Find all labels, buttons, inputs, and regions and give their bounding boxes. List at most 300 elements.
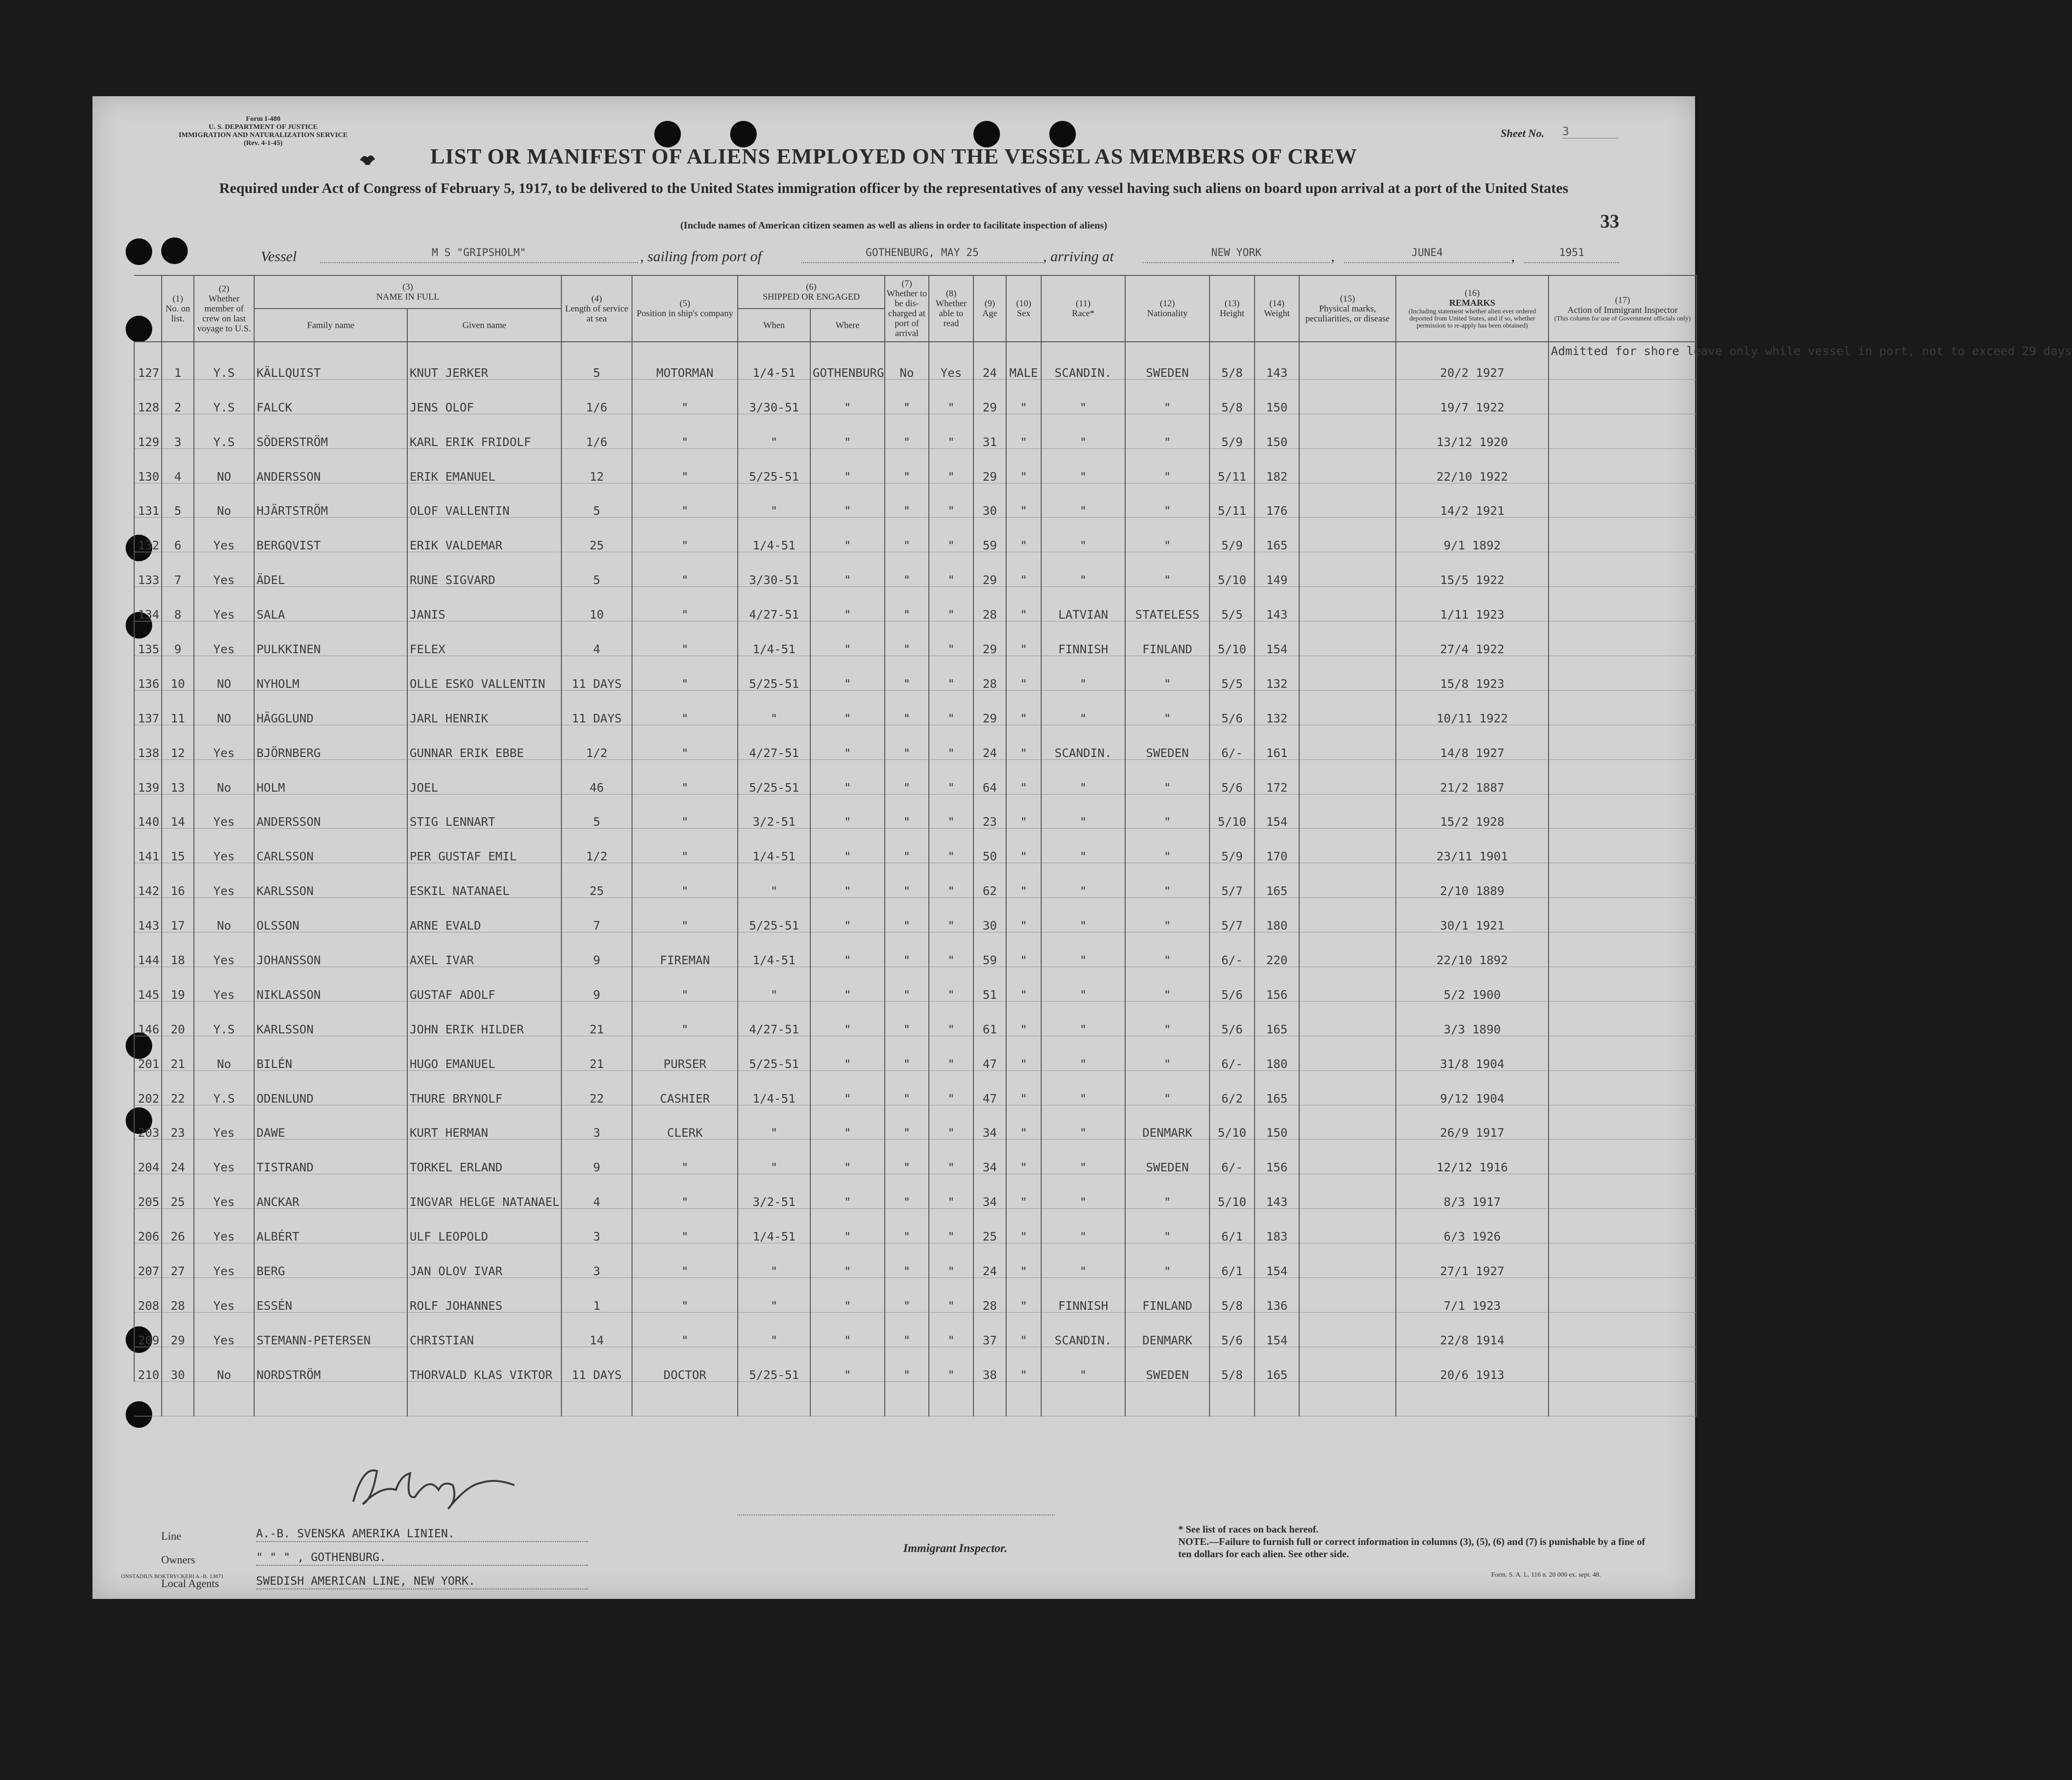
crew-manifest-table bbox=[134, 275, 2072, 1416]
service-length-cell: 3 bbox=[561, 1209, 632, 1243]
nationality-cell: " bbox=[1125, 1174, 1210, 1209]
remarks-cell: 1/11 1923 bbox=[1396, 587, 1549, 621]
nationality-cell: " bbox=[1125, 552, 1210, 587]
shipped-when-cell: " bbox=[738, 1312, 810, 1347]
col-when: When bbox=[738, 309, 810, 342]
nationality-cell: " bbox=[1125, 448, 1210, 483]
sex-cell: MALE bbox=[1006, 342, 1041, 379]
family-name-cell: HÄGGLUND bbox=[254, 690, 407, 725]
col-remarks: (16) REMARKS (Including statement whether alien ever ordered deported from United States, and if so, whether permission to re-apply has been obtained) bbox=[1396, 275, 1549, 342]
given-name-cell: JANIS bbox=[407, 587, 561, 621]
last-voyage-cell: Yes bbox=[194, 1105, 254, 1140]
line-number-cell: 135 bbox=[134, 621, 162, 656]
vessel-name: M S "GRIPSHOLM" bbox=[320, 247, 638, 263]
line-number-cell: 210 bbox=[134, 1347, 162, 1381]
shipped-where-cell: " bbox=[810, 414, 885, 448]
weight-cell: 154 bbox=[1255, 1243, 1299, 1278]
age-cell: 29 bbox=[973, 621, 1006, 656]
line-number-cell: 146 bbox=[134, 1001, 162, 1036]
family-name-cell: HJÄRTSTRÖM bbox=[254, 483, 407, 518]
service-length-cell: 5 bbox=[561, 794, 632, 829]
given-name-cell: ESKIL NATANAEL bbox=[407, 863, 561, 898]
line-label: Line bbox=[161, 1530, 182, 1542]
col-physical: (15) Physical marks, peculiarities, or disease bbox=[1299, 275, 1396, 342]
line-number-cell: 139 bbox=[134, 759, 162, 794]
service-length-cell: 11 DAYS bbox=[561, 690, 632, 725]
list-number-cell: 28 bbox=[162, 1278, 194, 1313]
footnote bbox=[1178, 1523, 1652, 1560]
inspector-label: Immigrant Inspector. bbox=[903, 1542, 1008, 1555]
inspector-action-cell bbox=[1549, 829, 1696, 863]
weight-cell: 150 bbox=[1255, 1105, 1299, 1140]
weight-cell: 165 bbox=[1255, 518, 1299, 552]
list-number-cell: 20 bbox=[162, 1001, 194, 1036]
page-subtitle: Required under Act of Congress of February 5, 1917, to be delivered to the United States immigration officer by the representatives of any vessel having such aliens on board upon arrival at a port of the United States bbox=[219, 180, 1568, 196]
discharged-cell: " bbox=[885, 552, 929, 587]
height-cell: 6/1 bbox=[1210, 1209, 1255, 1243]
height-cell: 5/7 bbox=[1210, 898, 1255, 932]
inspector-action-cell bbox=[1549, 1278, 1696, 1313]
position-cell: " bbox=[632, 414, 738, 448]
col-given-name: Given name bbox=[407, 309, 561, 342]
col-family-name: Family name bbox=[254, 309, 407, 342]
shipped-where-cell: " bbox=[810, 448, 885, 483]
position-cell: " bbox=[632, 829, 738, 863]
family-name-cell: ANDERSSON bbox=[254, 794, 407, 829]
service-length-cell: 25 bbox=[561, 863, 632, 898]
last-voyage-cell: Y.S bbox=[194, 414, 254, 448]
nationality-cell: SWEDEN bbox=[1125, 342, 1210, 379]
position-cell: " bbox=[632, 690, 738, 725]
nationality-cell: SWEDEN bbox=[1125, 725, 1210, 759]
arriving-label: , arriving at bbox=[1043, 248, 1114, 265]
shipped-when-cell: " bbox=[738, 483, 810, 518]
height-cell: 6/- bbox=[1210, 725, 1255, 759]
remarks-cell: 19/7 1922 bbox=[1396, 379, 1549, 414]
physical-marks-cell bbox=[1299, 759, 1396, 794]
discharged-cell: " bbox=[885, 621, 929, 656]
sex-cell: " bbox=[1006, 1001, 1041, 1036]
list-number-cell: 4 bbox=[162, 448, 194, 483]
physical-marks-cell bbox=[1299, 621, 1396, 656]
position-cell: " bbox=[632, 587, 738, 621]
able-to-read-cell: " bbox=[929, 518, 973, 552]
list-number-cell: 23 bbox=[162, 1105, 194, 1140]
discharged-cell: " bbox=[885, 414, 929, 448]
nationality-cell: " bbox=[1125, 932, 1210, 967]
age-cell: 34 bbox=[973, 1174, 1006, 1209]
able-to-read-cell: " bbox=[929, 448, 973, 483]
age-cell: 47 bbox=[973, 1036, 1006, 1070]
shipped-where-cell: GOTHENBURG bbox=[810, 342, 885, 379]
shipped-where-cell: " bbox=[810, 1278, 885, 1313]
list-number-cell: 18 bbox=[162, 932, 194, 967]
shipped-when-cell: 4/27-51 bbox=[738, 587, 810, 621]
last-voyage-cell: No bbox=[194, 483, 254, 518]
form-code: Form. S. A. L. 116 n. 20 000 ex. sept. 48. bbox=[1491, 1571, 1601, 1579]
family-name-cell: FALCK bbox=[254, 379, 407, 414]
race-cell: " bbox=[1041, 967, 1125, 1002]
shipped-where-cell: " bbox=[810, 656, 885, 691]
sex-cell: " bbox=[1006, 1209, 1041, 1243]
able-to-read-cell: " bbox=[929, 829, 973, 863]
line-number-cell: 142 bbox=[134, 863, 162, 898]
given-name-cell: PER GUSTAF EMIL bbox=[407, 829, 561, 863]
last-voyage-cell: Y.S bbox=[194, 1001, 254, 1036]
shipped-where-cell: " bbox=[810, 587, 885, 621]
page-stamp-number: 33 bbox=[1600, 210, 1619, 232]
family-name-cell: JOHANSSON bbox=[254, 932, 407, 967]
position-cell: CLERK bbox=[632, 1105, 738, 1140]
family-name-cell: NIKLASSON bbox=[254, 967, 407, 1002]
table-row bbox=[134, 414, 1696, 448]
shipped-where-cell: " bbox=[810, 829, 885, 863]
position-cell: " bbox=[632, 448, 738, 483]
line-number-cell: 129 bbox=[134, 414, 162, 448]
able-to-read-cell: " bbox=[929, 483, 973, 518]
race-cell: " bbox=[1041, 1347, 1125, 1381]
position-cell: " bbox=[632, 621, 738, 656]
inspector-action-cell bbox=[1549, 1036, 1696, 1070]
able-to-read-cell: " bbox=[929, 725, 973, 759]
race-cell: " bbox=[1041, 932, 1125, 967]
agents-label: Local Agents bbox=[161, 1578, 219, 1589]
remarks-cell: 15/5 1922 bbox=[1396, 552, 1549, 587]
height-cell: 5/8 bbox=[1210, 379, 1255, 414]
given-name-cell: JARL HENRIK bbox=[407, 690, 561, 725]
physical-marks-cell bbox=[1299, 552, 1396, 587]
shipped-where-cell: " bbox=[810, 759, 885, 794]
able-to-read-cell: " bbox=[929, 898, 973, 932]
last-voyage-cell: Yes bbox=[194, 794, 254, 829]
sex-cell: " bbox=[1006, 1174, 1041, 1209]
table-row bbox=[134, 552, 1696, 587]
weight-cell: 182 bbox=[1255, 448, 1299, 483]
sex-cell: " bbox=[1006, 690, 1041, 725]
col-action: (17) Action of Immigrant Inspector (This column for use of Government officials only) bbox=[1549, 275, 1696, 342]
last-voyage-cell: Yes bbox=[194, 967, 254, 1002]
discharged-cell: " bbox=[885, 1312, 929, 1347]
physical-marks-cell bbox=[1299, 1174, 1396, 1209]
table-row bbox=[134, 379, 1696, 414]
list-number-cell: 3 bbox=[162, 414, 194, 448]
position-cell: CASHIER bbox=[632, 1070, 738, 1105]
remarks-cell: 30/1 1921 bbox=[1396, 898, 1549, 932]
list-number-cell: 26 bbox=[162, 1209, 194, 1243]
sex-cell: " bbox=[1006, 967, 1041, 1002]
service-length-cell: 5 bbox=[561, 552, 632, 587]
family-name-cell: ÄDEL bbox=[254, 552, 407, 587]
sailing-label: , sailing from port of bbox=[640, 248, 762, 265]
line-number-cell: 144 bbox=[134, 932, 162, 967]
remarks-cell: 15/8 1923 bbox=[1396, 656, 1549, 691]
able-to-read-cell: " bbox=[929, 414, 973, 448]
discharged-cell: " bbox=[885, 483, 929, 518]
shipped-where-cell: " bbox=[810, 1209, 885, 1243]
inspector-action-cell bbox=[1549, 1347, 1696, 1381]
nationality-cell: DENMARK bbox=[1125, 1105, 1210, 1140]
shipped-when-cell: 3/30-51 bbox=[738, 552, 810, 587]
height-cell: 5/6 bbox=[1210, 1312, 1255, 1347]
sex-cell: " bbox=[1006, 1278, 1041, 1313]
table-row bbox=[134, 342, 1696, 379]
line-number-cell: 130 bbox=[134, 448, 162, 483]
given-name-cell: ARNE EVALD bbox=[407, 898, 561, 932]
age-cell: 25 bbox=[973, 1209, 1006, 1243]
inspector-action-cell bbox=[1549, 967, 1696, 1002]
remarks-cell: 20/6 1913 bbox=[1396, 1347, 1549, 1381]
nationality-cell: SWEDEN bbox=[1125, 1140, 1210, 1174]
remarks-cell: 22/10 1892 bbox=[1396, 932, 1549, 967]
age-cell: 29 bbox=[973, 690, 1006, 725]
position-cell: " bbox=[632, 552, 738, 587]
remarks-cell: 27/1 1927 bbox=[1396, 1243, 1549, 1278]
sex-cell: " bbox=[1006, 725, 1041, 759]
remarks-cell: 5/2 1900 bbox=[1396, 967, 1549, 1002]
given-name-cell: THURE BRYNOLF bbox=[407, 1070, 561, 1105]
list-number-cell: 25 bbox=[162, 1174, 194, 1209]
line-number-cell: 131 bbox=[134, 483, 162, 518]
discharged-cell: " bbox=[885, 1036, 929, 1070]
shipped-where-cell: " bbox=[810, 1347, 885, 1381]
line-number-cell: 209 bbox=[134, 1312, 162, 1347]
age-cell: 28 bbox=[973, 1278, 1006, 1313]
vessel-label: Vessel bbox=[261, 248, 297, 265]
given-name-cell: INGVAR HELGE NATANAEL bbox=[407, 1174, 561, 1209]
race-cell: " bbox=[1041, 414, 1125, 448]
remarks-cell: 27/4 1922 bbox=[1396, 621, 1549, 656]
age-cell: 59 bbox=[973, 932, 1006, 967]
inspector-action-cell bbox=[1549, 898, 1696, 932]
inspector-action-cell bbox=[1549, 379, 1696, 414]
physical-marks-cell bbox=[1299, 1036, 1396, 1070]
line-number-cell: 140 bbox=[134, 794, 162, 829]
weight-cell: 165 bbox=[1255, 863, 1299, 898]
able-to-read-cell: " bbox=[929, 967, 973, 1002]
nationality-cell: " bbox=[1125, 1001, 1210, 1036]
age-cell: 34 bbox=[973, 1105, 1006, 1140]
list-number-cell: 19 bbox=[162, 967, 194, 1002]
shipped-when-cell: 1/4-51 bbox=[738, 518, 810, 552]
given-name-cell: KNUT JERKER bbox=[407, 342, 561, 379]
nationality-cell: " bbox=[1125, 656, 1210, 691]
sex-cell: " bbox=[1006, 794, 1041, 829]
position-cell: " bbox=[632, 759, 738, 794]
position-cell: " bbox=[632, 1243, 738, 1278]
table-row bbox=[134, 1243, 1696, 1278]
service-length-cell: 11 DAYS bbox=[561, 656, 632, 691]
last-voyage-cell: NO bbox=[194, 690, 254, 725]
nationality-cell: " bbox=[1125, 967, 1210, 1002]
sex-cell: " bbox=[1006, 863, 1041, 898]
service-length-cell: 1/6 bbox=[561, 379, 632, 414]
race-cell: " bbox=[1041, 1070, 1125, 1105]
service-length-cell: 21 bbox=[561, 1001, 632, 1036]
shipped-when-cell: " bbox=[738, 967, 810, 1002]
last-voyage-cell: Yes bbox=[194, 1140, 254, 1174]
col-name: (3) NAME IN FULL bbox=[254, 275, 561, 309]
family-name-cell: ESSÉN bbox=[254, 1278, 407, 1313]
age-cell: 30 bbox=[973, 483, 1006, 518]
shipped-where-cell: " bbox=[810, 1001, 885, 1036]
able-to-read-cell: " bbox=[929, 1278, 973, 1313]
given-name-cell: OLLE ESKO VALLENTIN bbox=[407, 656, 561, 691]
remarks-cell: 20/2 1927 bbox=[1396, 342, 1549, 379]
table-row bbox=[134, 483, 1696, 518]
shipped-when-cell: " bbox=[738, 1243, 810, 1278]
table-row bbox=[134, 656, 1696, 691]
height-cell: 5/8 bbox=[1210, 342, 1255, 379]
age-cell: 37 bbox=[973, 1312, 1006, 1347]
service-length-cell: 1/6 bbox=[561, 414, 632, 448]
given-name-cell: OLOF VALLENTIN bbox=[407, 483, 561, 518]
sex-cell: " bbox=[1006, 1347, 1041, 1381]
col-where: Where bbox=[810, 309, 885, 342]
table-row bbox=[134, 898, 1696, 932]
able-to-read-cell: " bbox=[929, 1070, 973, 1105]
given-name-cell: KARL ERIK FRIDOLF bbox=[407, 414, 561, 448]
list-number-cell: 24 bbox=[162, 1140, 194, 1174]
able-to-read-cell: " bbox=[929, 621, 973, 656]
table-row bbox=[134, 794, 1696, 829]
nationality-cell: " bbox=[1125, 898, 1210, 932]
list-number-cell: 8 bbox=[162, 587, 194, 621]
sex-cell: " bbox=[1006, 518, 1041, 552]
weight-cell: 136 bbox=[1255, 1278, 1299, 1313]
weight-cell: 150 bbox=[1255, 414, 1299, 448]
family-name-cell: OLSSON bbox=[254, 898, 407, 932]
list-number-cell: 16 bbox=[162, 863, 194, 898]
position-cell: FIREMAN bbox=[632, 932, 738, 967]
race-cell: " bbox=[1041, 829, 1125, 863]
nationality-cell: " bbox=[1125, 1243, 1210, 1278]
inspector-action-cell bbox=[1549, 587, 1696, 621]
race-cell: " bbox=[1041, 448, 1125, 483]
remarks-cell: 22/10 1922 bbox=[1396, 448, 1549, 483]
shipped-where-cell: " bbox=[810, 1243, 885, 1278]
position-cell: " bbox=[632, 1209, 738, 1243]
given-name-cell: THORVALD KLAS VIKTOR bbox=[407, 1347, 561, 1381]
owners-value: " " " , GOTHENBURG. bbox=[256, 1551, 588, 1566]
line-number-cell: 132 bbox=[134, 518, 162, 552]
weight-cell: 149 bbox=[1255, 552, 1299, 587]
able-to-read-cell: " bbox=[929, 1001, 973, 1036]
list-number-cell: 27 bbox=[162, 1243, 194, 1278]
sex-cell: " bbox=[1006, 448, 1041, 483]
race-cell: " bbox=[1041, 1001, 1125, 1036]
position-cell: " bbox=[632, 1278, 738, 1313]
race-cell: " bbox=[1041, 552, 1125, 587]
family-name-cell: BERGQVIST bbox=[254, 518, 407, 552]
race-cell: " bbox=[1041, 898, 1125, 932]
physical-marks-cell bbox=[1299, 379, 1396, 414]
table-row bbox=[134, 967, 1696, 1002]
inspector-action-cell bbox=[1549, 1140, 1696, 1174]
weight-cell: 132 bbox=[1255, 656, 1299, 691]
last-voyage-cell: Yes bbox=[194, 1209, 254, 1243]
physical-marks-cell bbox=[1299, 448, 1396, 483]
inspector-action-cell bbox=[1549, 690, 1696, 725]
inspector-action-cell bbox=[1549, 1312, 1696, 1347]
age-cell: 24 bbox=[973, 1243, 1006, 1278]
physical-marks-cell bbox=[1299, 863, 1396, 898]
family-name-cell: HOLM bbox=[254, 759, 407, 794]
height-cell: 5/10 bbox=[1210, 1174, 1255, 1209]
inspector-action-cell bbox=[1549, 932, 1696, 967]
given-name-cell: GUNNAR ERIK EBBE bbox=[407, 725, 561, 759]
given-name-cell: CHRISTIAN bbox=[407, 1312, 561, 1347]
age-cell: 59 bbox=[973, 518, 1006, 552]
sex-cell: " bbox=[1006, 379, 1041, 414]
height-cell: 5/11 bbox=[1210, 483, 1255, 518]
physical-marks-cell bbox=[1299, 967, 1396, 1002]
discharged-cell: " bbox=[885, 759, 929, 794]
service-length-cell: 1/2 bbox=[561, 829, 632, 863]
line-number-cell: 143 bbox=[134, 898, 162, 932]
weight-cell: 170 bbox=[1255, 829, 1299, 863]
shipped-when-cell: 1/4-51 bbox=[738, 932, 810, 967]
given-name-cell: KURT HERMAN bbox=[407, 1105, 561, 1140]
service-length-cell: 4 bbox=[561, 621, 632, 656]
service: IMMIGRATION AND NATURALIZATION SERVICE bbox=[178, 131, 348, 139]
weight-cell: 154 bbox=[1255, 621, 1299, 656]
able-to-read-cell: " bbox=[929, 1347, 973, 1381]
weight-cell: 172 bbox=[1255, 759, 1299, 794]
nationality-cell: FINLAND bbox=[1125, 1278, 1210, 1313]
inspector-action-cell: Admitted for shore leave only while vessel in port, not to exceed 29 days bbox=[1549, 342, 1696, 379]
physical-marks-cell bbox=[1299, 414, 1396, 448]
list-number-cell: 22 bbox=[162, 1070, 194, 1105]
service-length-cell: 4 bbox=[561, 1174, 632, 1209]
table-row bbox=[134, 587, 1696, 621]
weight-cell: 154 bbox=[1255, 794, 1299, 829]
line-number-cell: 208 bbox=[134, 1278, 162, 1313]
sex-cell: " bbox=[1006, 1105, 1041, 1140]
shipped-when-cell: 5/25-51 bbox=[738, 1036, 810, 1070]
position-cell: " bbox=[632, 1140, 738, 1174]
weight-cell: 143 bbox=[1255, 587, 1299, 621]
shipped-where-cell: " bbox=[810, 1140, 885, 1174]
physical-marks-cell bbox=[1299, 690, 1396, 725]
sailing-port: GOTHENBURG, MAY 25 bbox=[801, 247, 1043, 263]
agents-value: SWEDISH AMERICAN LINE, NEW YORK. bbox=[256, 1574, 588, 1589]
service-length-cell: 3 bbox=[561, 1243, 632, 1278]
physical-marks-cell bbox=[1299, 1001, 1396, 1036]
weight-cell: 143 bbox=[1255, 1174, 1299, 1209]
age-cell: 47 bbox=[973, 1070, 1006, 1105]
inspector-action-cell bbox=[1549, 414, 1696, 448]
service-length-cell: 22 bbox=[561, 1070, 632, 1105]
service-length-cell: 7 bbox=[561, 898, 632, 932]
inspector-action-cell bbox=[1549, 794, 1696, 829]
height-cell: 5/6 bbox=[1210, 690, 1255, 725]
height-cell: 5/11 bbox=[1210, 448, 1255, 483]
physical-marks-cell bbox=[1299, 1347, 1396, 1381]
age-cell: 34 bbox=[973, 1140, 1006, 1174]
discharged-cell: " bbox=[885, 1278, 929, 1313]
list-number-cell: 14 bbox=[162, 794, 194, 829]
given-name-cell: JOEL bbox=[407, 759, 561, 794]
discharged-cell: No bbox=[885, 342, 929, 379]
revision: (Rev. 4-1-45) bbox=[244, 139, 283, 147]
service-length-cell: 9 bbox=[561, 1140, 632, 1174]
able-to-read-cell: " bbox=[929, 1209, 973, 1243]
remarks-cell: 10/11 1922 bbox=[1396, 690, 1549, 725]
table-row bbox=[134, 448, 1696, 483]
height-cell: 6/1 bbox=[1210, 1243, 1255, 1278]
age-cell: 28 bbox=[973, 656, 1006, 691]
physical-marks-cell bbox=[1299, 932, 1396, 967]
